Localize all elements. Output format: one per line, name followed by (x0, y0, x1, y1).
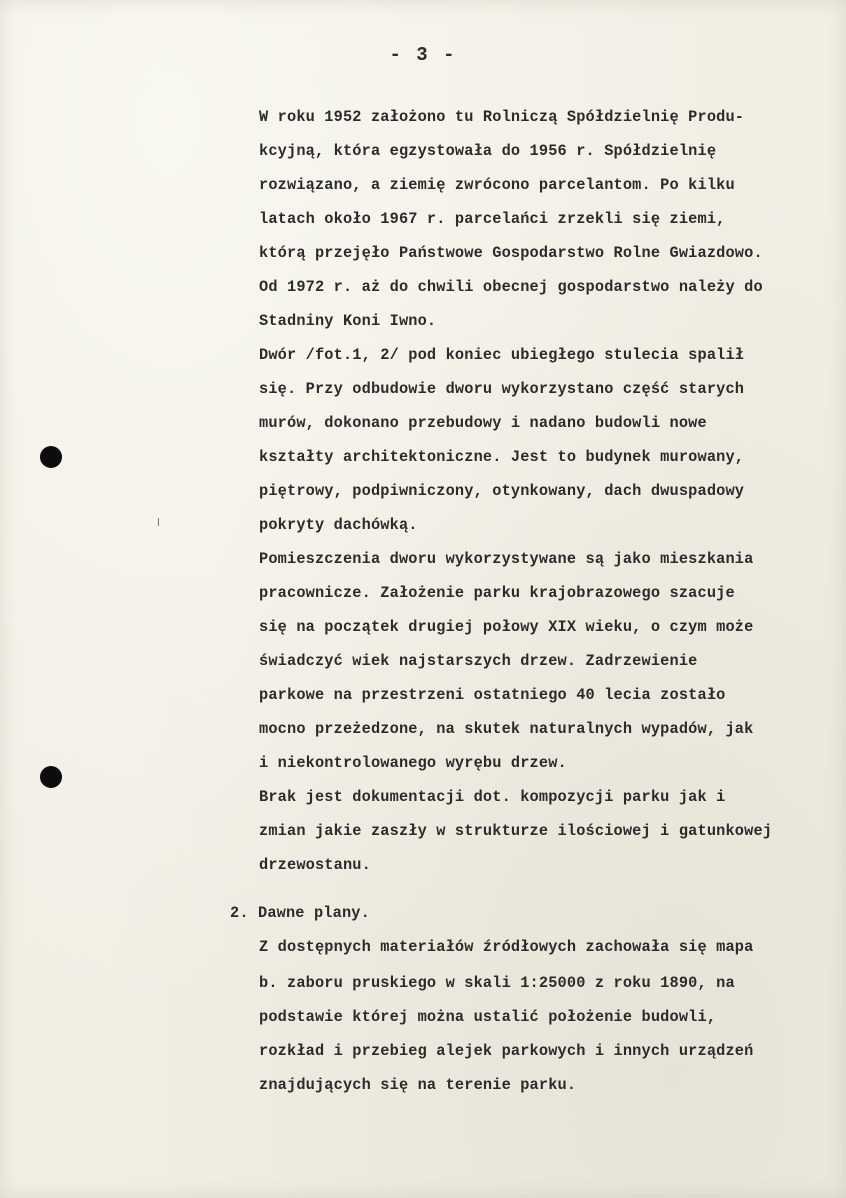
text-line: kształty architektoniczne. Jest to budynek murowany, (259, 448, 745, 466)
text-line: pokryty dachówką. (259, 516, 418, 534)
text-line: b. zaboru pruskiego w skali 1:25000 z roku 1890, na (259, 974, 735, 992)
text-line: zmian jakie zaszły w strukturze ilościowej i gatunkowej (259, 822, 773, 840)
punch-hole-bottom (40, 766, 62, 788)
text-line: świadczyć wiek najstarszych drzew. Zadrzewienie (259, 652, 698, 670)
text-line: znajdujących się na terenie parku. (259, 1076, 577, 1094)
text-line: parkowe na przestrzeni ostatniego 40 lecia zostało (259, 686, 726, 704)
text-line: rozwiązano, a ziemię zwrócono parcelantom. Po kilku (259, 176, 735, 194)
text-line: W roku 1952 założono tu Rolniczą Spółdzielnię Produ- (259, 108, 745, 126)
text-line: drzewostanu. (259, 856, 371, 874)
text-line: Dwór /fot.1, 2/ pod koniec ubiegłego stulecia spalił (259, 346, 745, 364)
text-line: Brak jest dokumentacji dot. kompozycji parku jak i (259, 788, 726, 806)
text-line: którą przejęło Państwowe Gospodarstwo Rolne Gwiazdowo. (259, 244, 763, 262)
text-line: się. Przy odbudowie dworu wykorzystano część starych (259, 380, 745, 398)
text-line: mocno przeżedzone, na skutek naturalnych wypadów, jak (259, 720, 754, 738)
text-line: i niekontrolowanego wyrębu drzew. (259, 754, 567, 772)
text-line: rozkład i przebieg alejek parkowych i innych urządzeń (259, 1042, 754, 1060)
text-line: Pomieszczenia dworu wykorzystywane są jako mieszkania (259, 550, 754, 568)
text-line: pracownicze. Założenie parku krajobrazowego szacuje (259, 584, 735, 602)
page-number: - 3 - (389, 44, 457, 66)
text-line: murów, dokonano przebudowy i nadano budowli nowe (259, 414, 707, 432)
section-heading: 2. Dawne plany. (230, 904, 370, 922)
punch-hole-top (40, 446, 62, 468)
text-line: Od 1972 r. aż do chwili obecnej gospodarstwo należy do (259, 278, 763, 296)
text-line: podstawie której można ustalić położenie budowli, (259, 1008, 717, 1026)
text-line: kcyjną, która egzystowała do 1956 r. Spółdzielnię (259, 142, 717, 160)
margin-mark (158, 518, 159, 526)
text-line: latach około 1967 r. parcelańci zrzekli się ziemi, (259, 210, 726, 228)
text-line: Stadniny Koni Iwno. (259, 312, 437, 330)
text-line: się na początek drugiej połowy XIX wieku, o czym może (259, 618, 754, 636)
text-line: Z dostępnych materiałów źródłowych zachowała się mapa (259, 938, 754, 956)
text-line: piętrowy, podpiwniczony, otynkowany, dach dwuspadowy (259, 482, 745, 500)
